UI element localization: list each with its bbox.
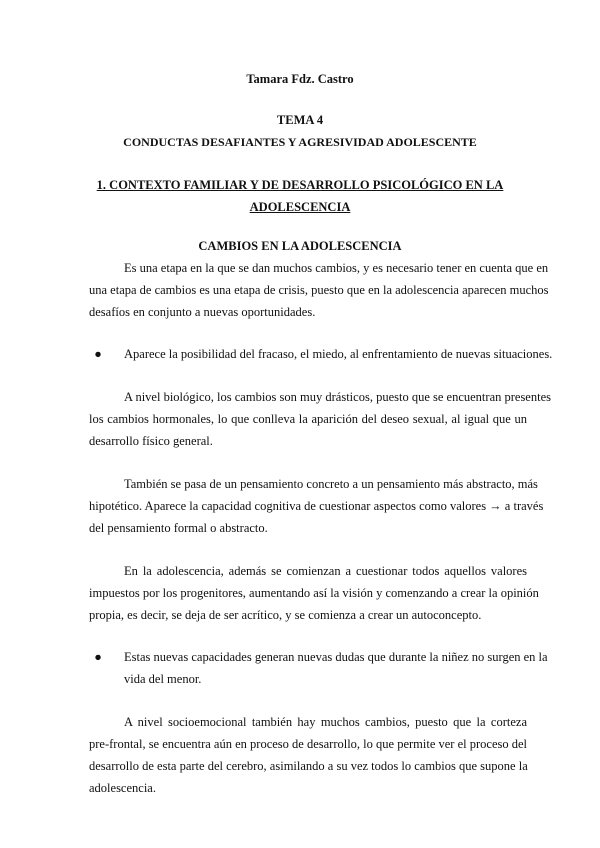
paragraph-3 bbox=[89, 473, 544, 539]
topic-title: CONDUCTAS DESAFIANTES Y AGRESIVIDAD ADOLESCENTE bbox=[123, 135, 477, 149]
line: pre-frontal, se encuentra aún en proceso de desarrollo, lo que permite ver el proceso del bbox=[89, 737, 528, 751]
paragraph-1 bbox=[89, 257, 549, 323]
line: hipotético. Aparece la capacidad cognitiva de cuestionar aspectos como valores → a través bbox=[89, 499, 544, 513]
line: Es una etapa en la que se dan muchos cambios, y es necesario tener en cuenta que en bbox=[124, 261, 549, 275]
bullet-item-2 bbox=[89, 646, 548, 690]
line: Estas nuevas capacidades generan nuevas dudas que durante la niñez no surgen en la bbox=[124, 650, 548, 664]
bullet-icon: ● bbox=[94, 347, 102, 361]
bullet-icon: ● bbox=[94, 650, 102, 664]
bullet-item-1 bbox=[89, 343, 553, 365]
line: del pensamiento formal o abstracto. bbox=[89, 521, 268, 535]
author-name: Tamara Fdz. Castro bbox=[246, 72, 354, 86]
paragraph-4 bbox=[89, 560, 539, 626]
line: desafíos en conjunto a nuevas oportunidades. bbox=[89, 305, 316, 319]
line: una etapa de cambios es una etapa de crisis, puesto que en la adolescencia aparecen muchos bbox=[89, 283, 549, 297]
line: los cambios hormonales, lo que conlleva la aparición del deseo sexual, al igual que un bbox=[89, 412, 527, 426]
line: vida del menor. bbox=[124, 672, 202, 686]
line: adolescencia. bbox=[89, 781, 156, 795]
topic-number: TEMA 4 bbox=[276, 113, 324, 127]
section-heading-line-2: ADOLESCENCIA bbox=[249, 200, 351, 214]
subheading: CAMBIOS EN LA ADOLESCENCIA bbox=[198, 239, 402, 253]
section-heading-line-1: 1. CONTEXTO FAMILIAR Y DE DESARROLLO PSICOLÓGICO EN LA bbox=[96, 178, 504, 192]
line: A nivel biológico, los cambios son muy drásticos, puesto que se encuentran presentes bbox=[124, 390, 551, 404]
paragraph-5 bbox=[89, 711, 527, 799]
line: Aparece la posibilidad del fracaso, el miedo, al enfrentamiento de nuevas situaciones. bbox=[124, 347, 553, 361]
line: impuestos por los progenitores, aumentando así la visión y comenzando a crear la opinión bbox=[89, 586, 539, 600]
paragraph-2 bbox=[89, 386, 551, 452]
line: En la adolescencia, además se comienzan a cuestionar todos aquellos valores bbox=[124, 564, 527, 578]
line: desarrollo de esta parte del cerebro, asimilando a su vez todos lo cambios que supone la bbox=[89, 759, 528, 773]
line: desarrollo físico general. bbox=[89, 434, 213, 448]
line: También se pasa de un pensamiento concreto a un pensamiento más abstracto, más bbox=[124, 477, 538, 491]
line: propia, es decir, se deja de ser acrítico, y se comienza a crear un autoconcepto. bbox=[89, 608, 482, 622]
line: A nivel socioemocional también hay muchos cambios, puesto que la corteza bbox=[124, 715, 527, 729]
